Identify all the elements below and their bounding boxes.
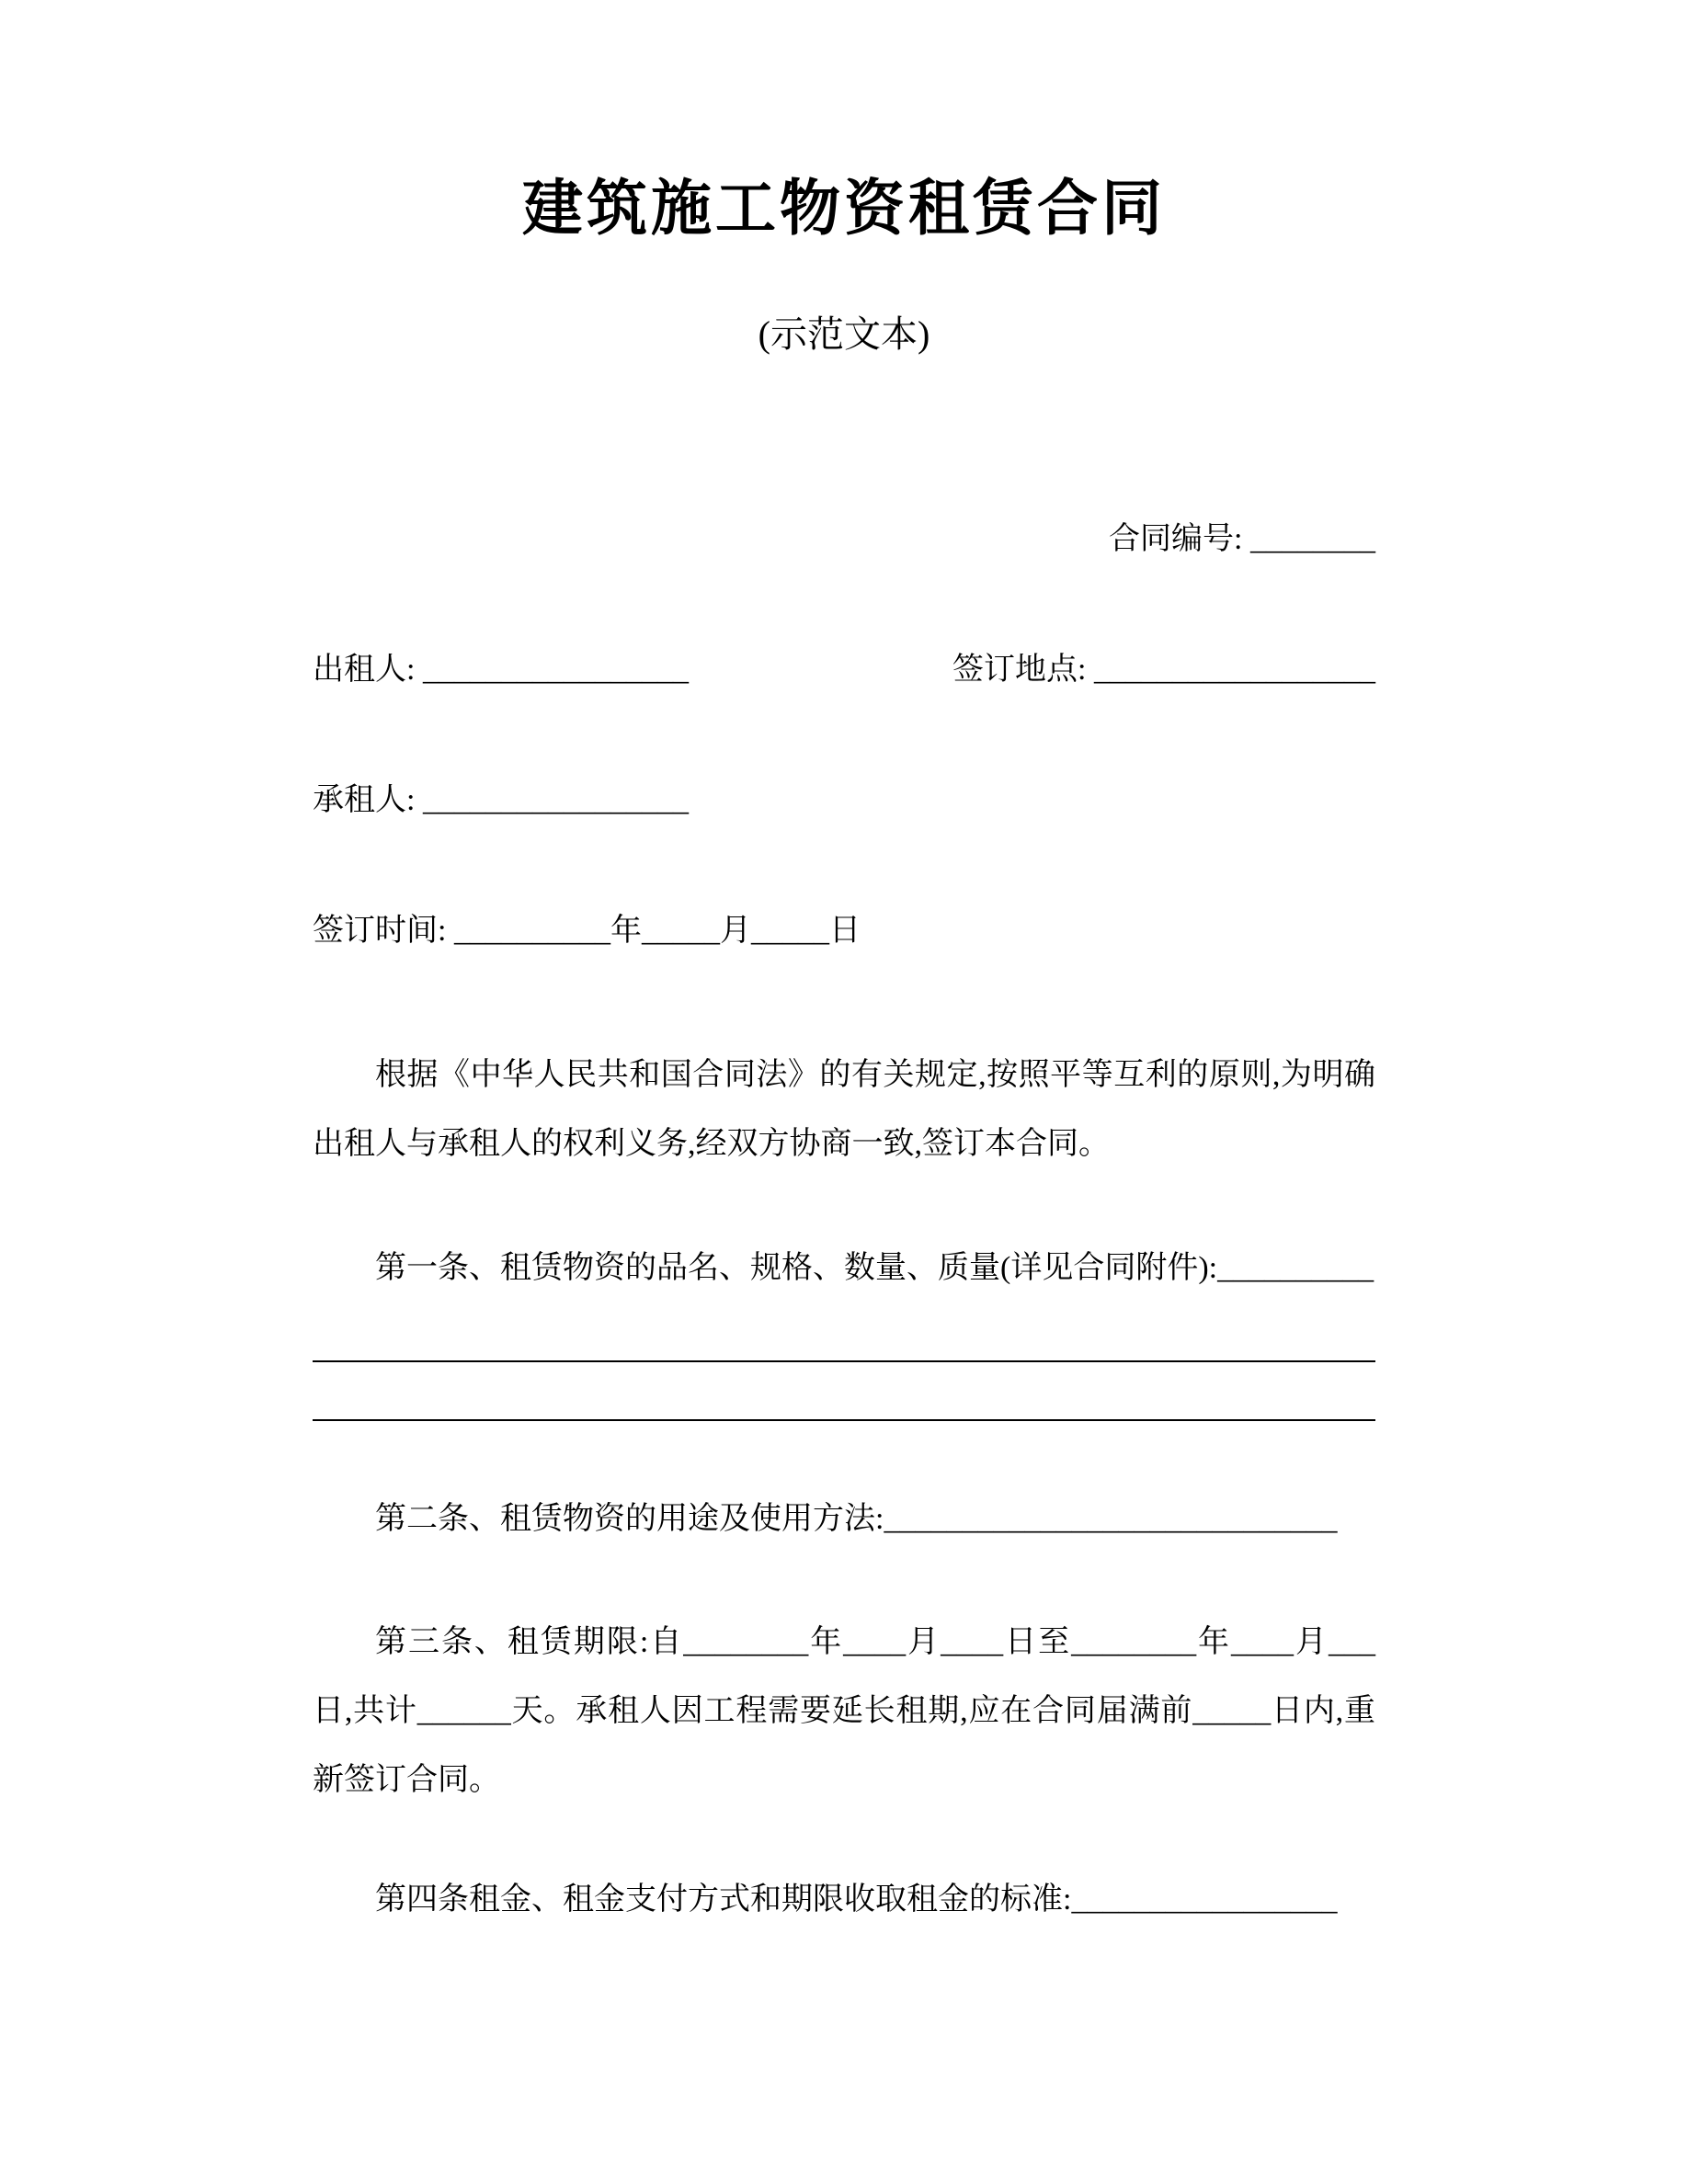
contract-number-line: 合同编号: ________ xyxy=(1109,521,1375,556)
clause-1: 第一条、租赁物资的品名、规格、数量、质量(详见合同附件):__________ xyxy=(375,1250,1374,1285)
signing-place-line: 签订地点: __________________ xyxy=(952,652,1375,687)
document-title: 建筑施工物资租赁合同 xyxy=(522,174,1166,242)
clause-3: 第三条、租赁期限:自________年____月____日至________年____月___日,共计______天。承租人因工程需要延长租期,应在合同届满前_____日内,重新签订合同。 xyxy=(313,1625,1375,1798)
lessee-line: 承租人: _________________ xyxy=(313,782,689,817)
clause-1-blank-lines xyxy=(313,1303,1375,1421)
intro-paragraph: 根据《中华人民共和国合同法》的有关规定,按照平等互利的原则,为明确出租人与承租人的权利义务,经双方协商一致,签订本合同。 xyxy=(313,1058,1375,1162)
document-subtitle: (示范文本) xyxy=(758,313,930,355)
parties-row xyxy=(313,650,1375,690)
clause-2: 第二条、租赁物资的用途及使用方法:_____________________________ xyxy=(375,1501,1338,1536)
lessor-line: 出租人: _________________ xyxy=(313,652,689,687)
clause-4: 第四条租金、租金支付方式和期限收取租金的标准:_________________ xyxy=(375,1882,1338,1917)
blank-line xyxy=(313,1362,1375,1421)
blank-line xyxy=(313,1303,1375,1362)
signing-time-line: 签订时间: __________年_____月_____日 xyxy=(313,914,861,949)
